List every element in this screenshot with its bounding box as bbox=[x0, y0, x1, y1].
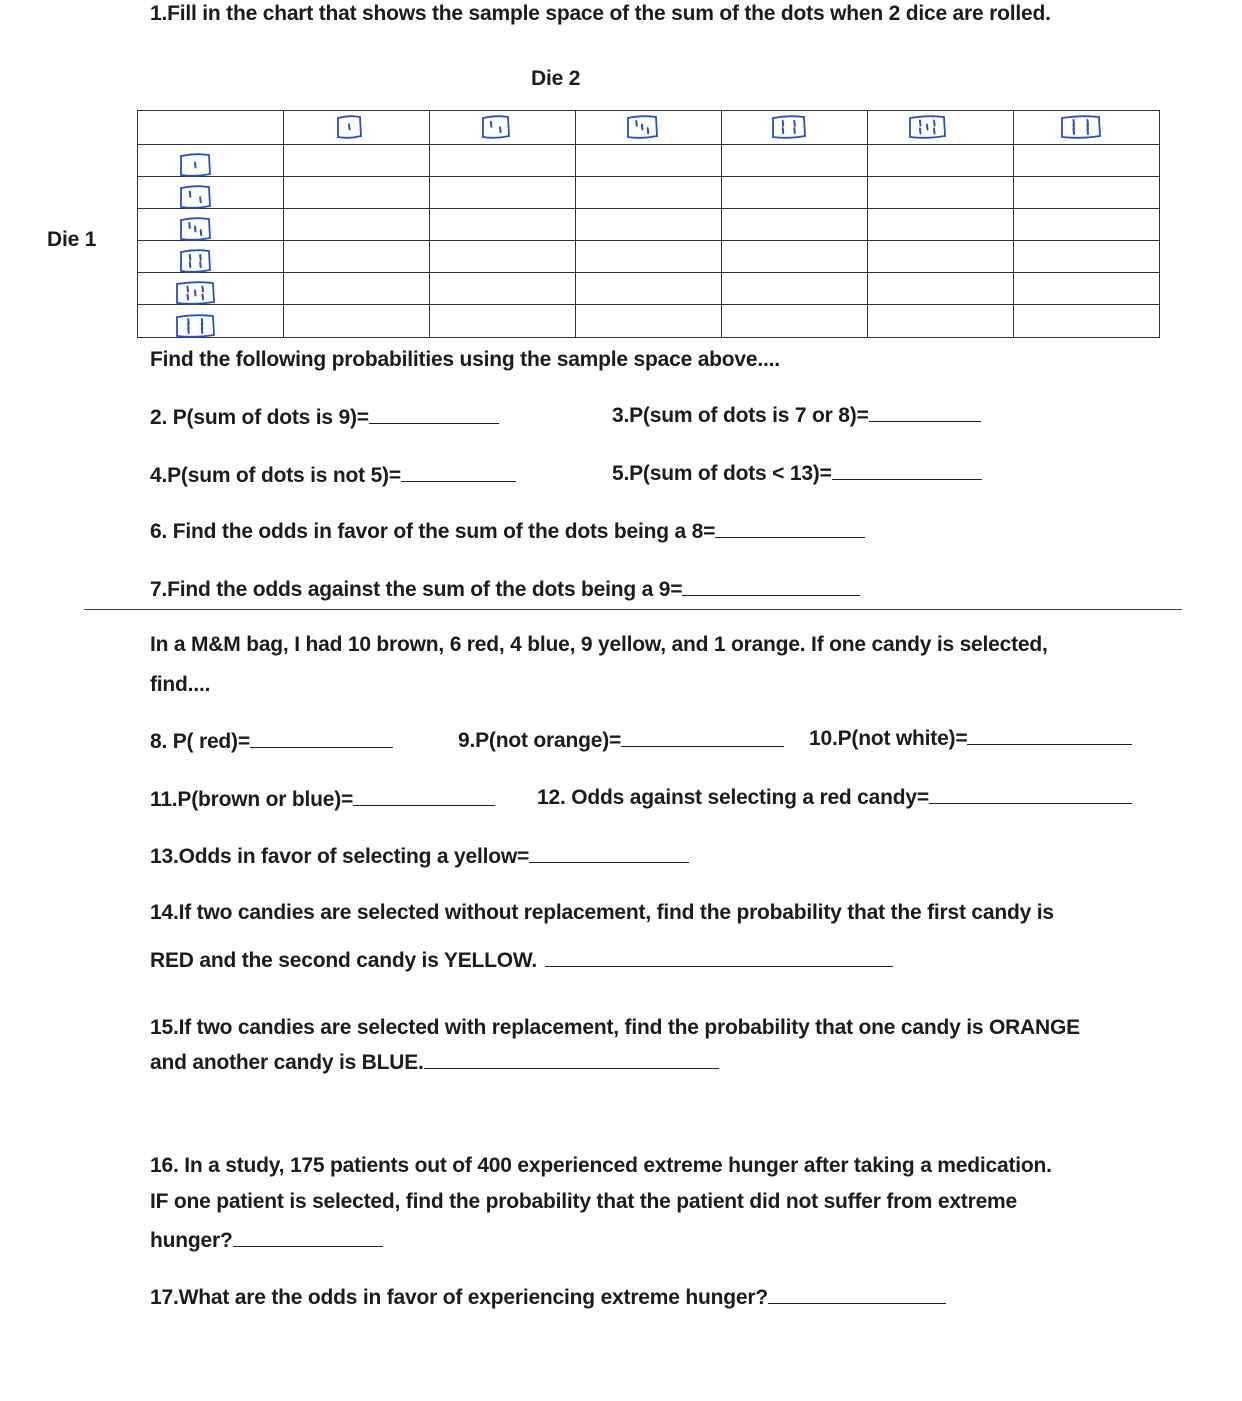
sample-space-table bbox=[137, 110, 1160, 338]
question-3: 3.P(sum of dots is 7 or 8)= bbox=[612, 404, 981, 428]
die-pip bbox=[782, 121, 783, 126]
die-pip bbox=[782, 128, 783, 133]
question-16-line-1: 16. In a study, 175 patients out of 400 experienced extreme hunger after taking a medication. bbox=[150, 1154, 1052, 1177]
table-row bbox=[138, 273, 1160, 305]
section-divider bbox=[84, 609, 1182, 610]
die-pip bbox=[500, 127, 501, 132]
question-2: 2. P(sum of dots is 9)= bbox=[150, 406, 499, 430]
find-heading: Find the following probabilities using the sample space above.... bbox=[150, 348, 780, 371]
die-2-face-5-icon bbox=[907, 114, 947, 140]
die-outline bbox=[181, 186, 210, 208]
die-pip bbox=[195, 291, 196, 296]
die-pip bbox=[190, 192, 191, 197]
die-pip bbox=[794, 121, 795, 126]
die-outline bbox=[181, 250, 210, 272]
mm-intro-line-1: In a M&M bag, I had 10 brown, 6 red, 4 blue, 9 yellow, and 1 orange. If one candy is selected, bbox=[150, 633, 1048, 656]
question-5: 5.P(sum of dots < 13)= bbox=[612, 462, 982, 486]
answer-blank[interactable] bbox=[233, 1230, 383, 1247]
die-1-face-6-icon bbox=[174, 313, 216, 339]
die-pip bbox=[794, 128, 795, 133]
question-1: 1.Fill in the chart that shows the sample space of the sum of the dots when 2 dice are rolled. bbox=[150, 2, 1051, 25]
question-7: 7.Find the odds against the sum of the dots being a 9= bbox=[150, 578, 860, 602]
die-pip bbox=[202, 287, 203, 292]
question-15-line-1: 15.If two candies are selected with replacement, find the probability that one candy is ORANGE bbox=[150, 1016, 1080, 1039]
die-pip bbox=[927, 125, 928, 130]
answer-blank[interactable] bbox=[682, 579, 860, 596]
table-row bbox=[138, 305, 1160, 338]
die-pip bbox=[200, 255, 201, 260]
question-14-line-2: RED and the second candy is YELLOW. bbox=[150, 949, 893, 973]
die-2-label: Die 2 bbox=[531, 67, 581, 90]
die-pip bbox=[188, 294, 189, 299]
table-row bbox=[138, 145, 1160, 177]
answer-blank[interactable] bbox=[401, 465, 516, 482]
answer-blank[interactable] bbox=[353, 789, 495, 806]
table-row bbox=[138, 241, 1160, 273]
die-pip bbox=[188, 328, 189, 333]
question-14-line-1: 14.If two candies are selected without replacement, find the probability that the first candy is bbox=[150, 901, 1054, 924]
die-pip bbox=[201, 230, 202, 235]
question-12: 12. Odds against selecting a red candy= bbox=[537, 786, 1132, 810]
die-2-face-3-icon bbox=[625, 114, 659, 140]
die-1-face-4-icon bbox=[178, 248, 212, 274]
question-9: 9.P(not orange)= bbox=[458, 729, 784, 753]
question-13: 13.Odds in favor of selecting a yellow= bbox=[150, 845, 689, 869]
die-pip bbox=[195, 163, 196, 168]
question-6: 6. Find the odds in favor of the sum of the dots being a 8= bbox=[150, 520, 865, 544]
die-pip bbox=[636, 121, 637, 126]
question-8: 8. P( red)= bbox=[150, 730, 393, 754]
answer-blank[interactable] bbox=[529, 846, 689, 863]
mm-intro-line-2: find.... bbox=[150, 673, 211, 696]
question-16-line-2: IF one patient is selected, find the probability that the patient did not suffer from extreme bbox=[150, 1190, 1017, 1213]
corner-cell bbox=[138, 111, 284, 145]
answer-blank[interactable] bbox=[929, 787, 1132, 804]
die-pip bbox=[202, 294, 203, 299]
die-pip bbox=[920, 128, 921, 133]
die-pip bbox=[200, 262, 201, 267]
answer-blank[interactable] bbox=[250, 731, 393, 748]
question-17: 17.What are the odds in favor of experiencing extreme hunger? bbox=[150, 1286, 946, 1310]
question-15-line-2: and another candy is BLUE. bbox=[150, 1051, 719, 1075]
die-pip bbox=[648, 128, 649, 133]
die-pip bbox=[190, 262, 191, 267]
answer-blank[interactable] bbox=[869, 405, 981, 422]
die-pip bbox=[490, 122, 491, 127]
die-pip bbox=[349, 125, 350, 130]
die-pip bbox=[934, 128, 935, 133]
die-pip bbox=[934, 121, 935, 126]
answer-blank[interactable] bbox=[715, 521, 865, 538]
die-1-face-3-icon bbox=[178, 216, 212, 242]
die-outline bbox=[773, 116, 805, 138]
die-1-face-1-icon bbox=[178, 152, 212, 178]
table-row bbox=[138, 177, 1160, 209]
die-pip bbox=[200, 197, 201, 202]
question-4: 4.P(sum of dots is not 5)= bbox=[150, 464, 516, 488]
die-pip bbox=[202, 328, 203, 333]
die-2-face-6-icon bbox=[1059, 114, 1102, 140]
answer-blank[interactable] bbox=[545, 950, 893, 967]
table-row bbox=[138, 209, 1160, 241]
die-2-face-2-icon bbox=[480, 114, 511, 140]
die-outline bbox=[177, 315, 214, 337]
question-11: 11.P(brown or blue)= bbox=[150, 788, 495, 812]
answer-blank[interactable] bbox=[768, 1287, 946, 1304]
die-pip bbox=[1087, 129, 1088, 134]
die-1-label: Die 1 bbox=[47, 228, 97, 251]
answer-blank[interactable] bbox=[967, 728, 1132, 745]
die-pip bbox=[642, 125, 643, 130]
die-pip bbox=[189, 223, 190, 228]
die-pip bbox=[190, 255, 191, 260]
die-pip bbox=[920, 121, 921, 126]
die-pip bbox=[195, 227, 196, 232]
die-2-face-4-icon bbox=[770, 114, 807, 140]
die-outline bbox=[483, 116, 509, 138]
die-1-face-5-icon bbox=[174, 280, 216, 306]
die-pip bbox=[188, 287, 189, 292]
die-1-face-2-icon bbox=[178, 184, 212, 210]
die-outline bbox=[1062, 116, 1100, 138]
die-2-face-1-icon bbox=[335, 114, 363, 140]
question-10: 10.P(not white)= bbox=[809, 727, 1132, 751]
answer-blank[interactable] bbox=[369, 407, 499, 424]
answer-blank[interactable] bbox=[832, 463, 982, 480]
answer-blank[interactable] bbox=[424, 1052, 719, 1069]
answer-blank[interactable] bbox=[621, 730, 784, 747]
die-pip bbox=[1073, 129, 1074, 134]
question-16-line-3: hunger? bbox=[150, 1229, 383, 1253]
